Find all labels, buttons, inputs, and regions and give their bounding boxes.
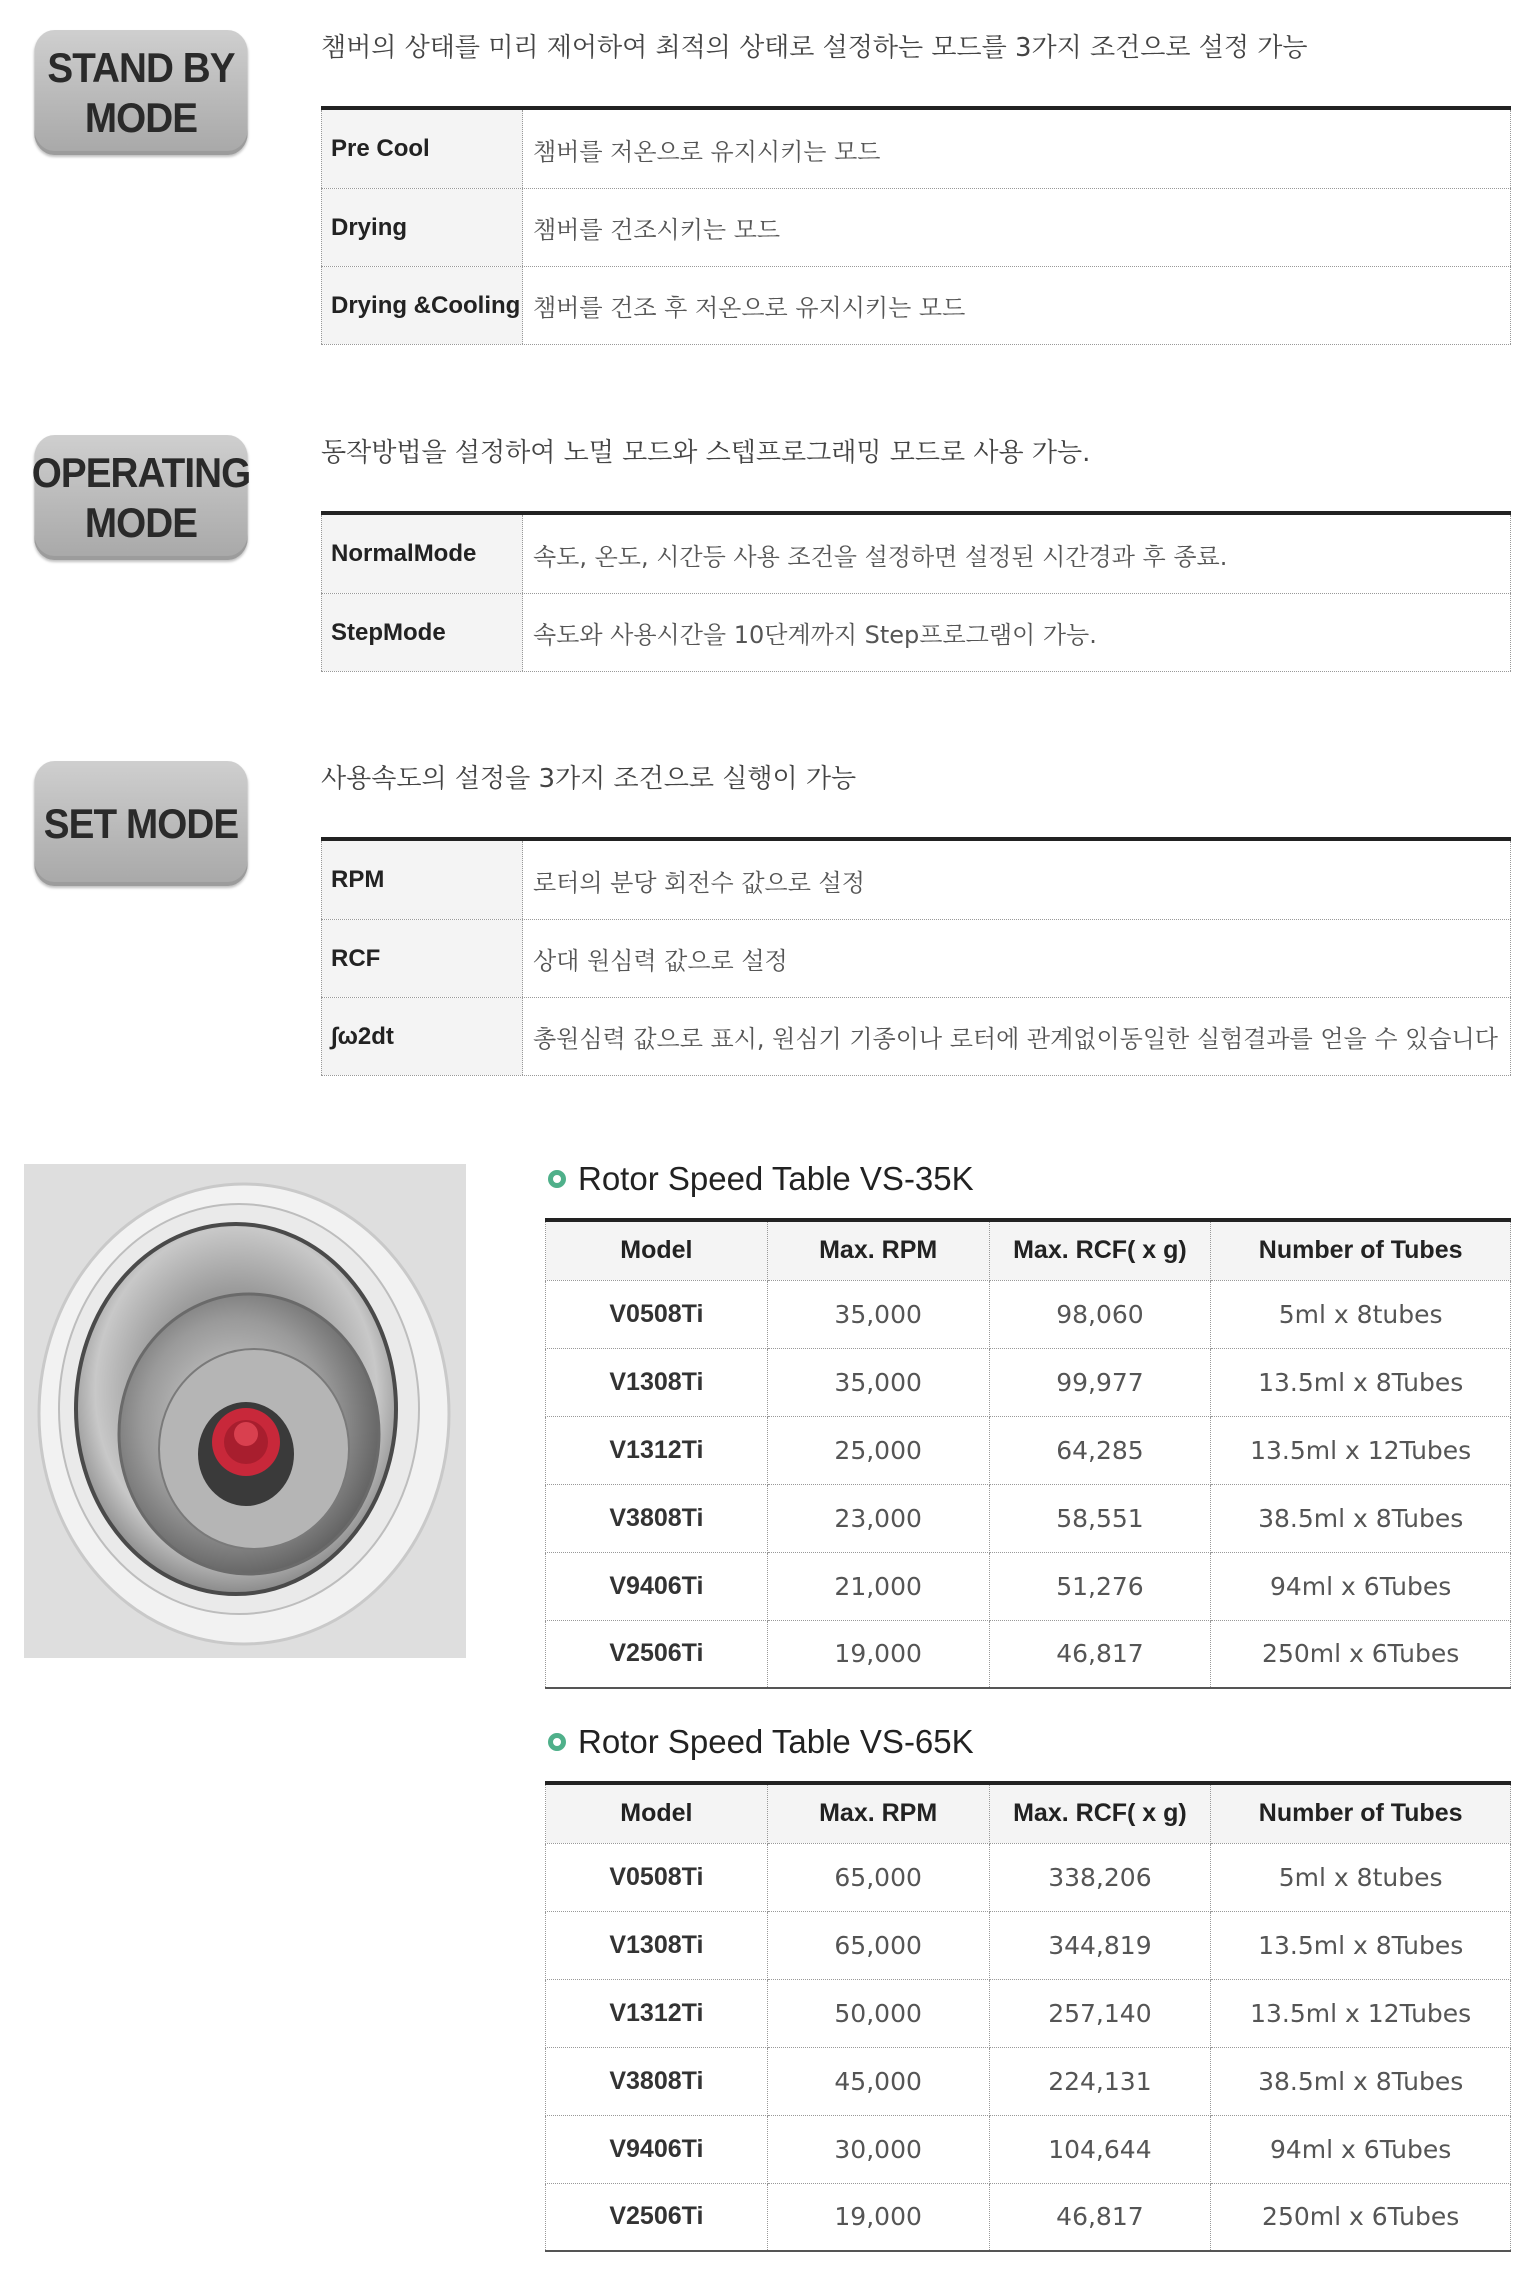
cell-tubes: 94ml x 6Tubes	[1211, 1552, 1511, 1620]
cell-tubes: 5ml x 8tubes	[1211, 1843, 1511, 1911]
cell-model: V9406Ti	[546, 2115, 768, 2183]
cell-model: V0508Ti	[546, 1280, 768, 1348]
table-row	[546, 2115, 1511, 2183]
header-model: Model	[546, 1783, 768, 1843]
cell-model: V1312Ti	[546, 1979, 768, 2047]
table-row	[546, 1620, 1511, 1688]
cell-model: V3808Ti	[546, 1484, 768, 1552]
cell-rpm: 45,000	[767, 2047, 989, 2115]
cell-rpm: 19,000	[767, 1620, 989, 1688]
cell-rpm: 35,000	[767, 1348, 989, 1416]
cell-rcf: 344,819	[989, 1911, 1211, 1979]
cell-rcf: 104,644	[989, 2115, 1211, 2183]
cell-model: V9406Ti	[546, 1552, 768, 1620]
vs65k-title-text: Rotor Speed Table VS-65K	[578, 1723, 974, 1760]
cell-tubes: 94ml x 6Tubes	[1211, 2115, 1511, 2183]
header-max-rpm: Max. RPM	[767, 1220, 989, 1280]
badge-line-2: MODE	[84, 93, 198, 141]
table-row	[321, 515, 1511, 593]
cell-model: V3808Ti	[546, 2047, 768, 2115]
mode-value: 챔버를 건조시키는 모드	[523, 189, 1511, 266]
bullet-icon	[548, 1170, 566, 1188]
table-header-row	[546, 1220, 1511, 1280]
cell-model: V0508Ti	[546, 1843, 768, 1911]
vs65k-rotor-table	[545, 1781, 1511, 2252]
cell-rcf: 46,817	[989, 2183, 1211, 2251]
cell-tubes: 250ml x 6Tubes	[1211, 2183, 1511, 2251]
cell-rpm: 65,000	[767, 1843, 989, 1911]
cell-rcf: 51,276	[989, 1552, 1211, 1620]
mode-value: 상대 원심력 값으로 설정	[523, 920, 1511, 997]
table-row	[546, 1552, 1511, 1620]
header-model: Model	[546, 1220, 768, 1280]
mode-value: 로터의 분당 회전수 값으로 설정	[523, 841, 1511, 919]
cell-tubes: 38.5ml x 8Tubes	[1211, 2047, 1511, 2115]
table-row	[546, 2047, 1511, 2115]
cell-rpm: 19,000	[767, 2183, 989, 2251]
table-row	[546, 1911, 1511, 1979]
table-row	[321, 188, 1511, 266]
operating-description: 동작방법을 설정하여 노멀 모드와 스텝프로그래밍 모드로 사용 가능.	[321, 438, 1091, 468]
standby-mode-table	[321, 106, 1511, 345]
rotor-chamber-image	[24, 1164, 466, 1658]
cell-model: V1308Ti	[546, 1911, 768, 1979]
cell-tubes: 13.5ml x 12Tubes	[1211, 1416, 1511, 1484]
table-row	[546, 1979, 1511, 2047]
cell-rpm: 23,000	[767, 1484, 989, 1552]
cell-rcf: 224,131	[989, 2047, 1211, 2115]
mode-key: Drying	[321, 189, 523, 266]
header-number-of-tubes: Number of Tubes	[1211, 1783, 1511, 1843]
table-row	[546, 2183, 1511, 2251]
table-row	[321, 110, 1511, 188]
cell-model: V2506Ti	[546, 1620, 768, 1688]
cell-tubes: 38.5ml x 8Tubes	[1211, 1484, 1511, 1552]
cell-rcf: 46,817	[989, 1620, 1211, 1688]
mode-key: NormalMode	[321, 515, 523, 593]
rotor-chamber-illustration	[24, 1164, 466, 1658]
table-header-row	[546, 1783, 1511, 1843]
mode-value: 속도와 사용시간을 10단계까지 Step프로그램이 가능.	[523, 594, 1511, 671]
table-row	[321, 266, 1511, 344]
table-row	[546, 1280, 1511, 1348]
standby-mode-badge	[34, 30, 247, 155]
cell-tubes: 250ml x 6Tubes	[1211, 1620, 1511, 1688]
cell-tubes: 13.5ml x 12Tubes	[1211, 1979, 1511, 2047]
cell-rcf: 64,285	[989, 1416, 1211, 1484]
cell-rpm: 21,000	[767, 1552, 989, 1620]
standby-description: 챔버의 상태를 미리 제어하여 최적의 상태로 설정하는 모드를 3가지 조건으로 설정 가능	[321, 33, 1308, 63]
badge-line-1: SET MODE	[43, 799, 239, 847]
cell-rcf: 257,140	[989, 1979, 1211, 2047]
table-row	[321, 997, 1511, 1075]
mode-value: 총원심력 값으로 표시, 원심기 기종이나 로터에 관계없이동일한 실험결과를 얻을 수 있습니다	[523, 998, 1511, 1075]
table-row	[321, 593, 1511, 671]
cell-rpm: 65,000	[767, 1911, 989, 1979]
cell-model: V1308Ti	[546, 1348, 768, 1416]
cell-rpm: 50,000	[767, 1979, 989, 2047]
vs35k-rotor-table	[545, 1218, 1511, 1689]
cell-rpm: 30,000	[767, 2115, 989, 2183]
cell-model: V2506Ti	[546, 2183, 768, 2251]
operating-mode-badge	[31, 435, 251, 560]
vs65k-title	[548, 1723, 974, 1761]
cell-rpm: 35,000	[767, 1280, 989, 1348]
table-row	[546, 1484, 1511, 1552]
mode-value: 챔버를 저온으로 유지시키는 모드	[523, 110, 1511, 188]
cell-rcf: 98,060	[989, 1280, 1211, 1348]
vs35k-title	[548, 1160, 974, 1198]
set-mode-table	[321, 837, 1511, 1076]
cell-rcf: 338,206	[989, 1843, 1211, 1911]
badge-line-1: STAND BY	[47, 43, 235, 91]
cell-tubes: 5ml x 8tubes	[1211, 1280, 1511, 1348]
set-mode-badge	[34, 761, 247, 886]
mode-value: 챔버를 건조 후 저온으로 유지시키는 모드	[523, 267, 1511, 344]
mode-key: RPM	[321, 841, 523, 919]
table-row	[321, 919, 1511, 997]
header-max-rcf: Max. RCF( x g)	[989, 1783, 1211, 1843]
badge-line-2: MODE	[84, 498, 198, 546]
mode-key: Drying &Cooling	[321, 267, 523, 344]
header-max-rpm: Max. RPM	[767, 1783, 989, 1843]
cell-rpm: 25,000	[767, 1416, 989, 1484]
mode-key: ∫ω2dt	[321, 998, 523, 1075]
operating-mode-table	[321, 511, 1511, 672]
cell-model: V1312Ti	[546, 1416, 768, 1484]
cell-rcf: 99,977	[989, 1348, 1211, 1416]
header-number-of-tubes: Number of Tubes	[1211, 1220, 1511, 1280]
cell-tubes: 13.5ml x 8Tubes	[1211, 1348, 1511, 1416]
table-row	[546, 1416, 1511, 1484]
cell-tubes: 13.5ml x 8Tubes	[1211, 1911, 1511, 1979]
table-row	[546, 1843, 1511, 1911]
set-description: 사용속도의 설정을 3가지 조건으로 실행이 가능	[321, 764, 857, 794]
vs35k-title-text: Rotor Speed Table VS-35K	[578, 1160, 974, 1197]
mode-key: StepMode	[321, 594, 523, 671]
mode-key: RCF	[321, 920, 523, 997]
mode-value: 속도, 온도, 시간등 사용 조건을 설정하면 설정된 시간경과 후 종료.	[523, 515, 1511, 593]
header-max-rcf: Max. RCF( x g)	[989, 1220, 1211, 1280]
mode-key: Pre Cool	[321, 110, 523, 188]
table-row	[546, 1348, 1511, 1416]
badge-line-1: OPERATING	[31, 448, 251, 496]
table-row	[321, 841, 1511, 919]
cell-rcf: 58,551	[989, 1484, 1211, 1552]
bullet-icon	[548, 1733, 566, 1751]
